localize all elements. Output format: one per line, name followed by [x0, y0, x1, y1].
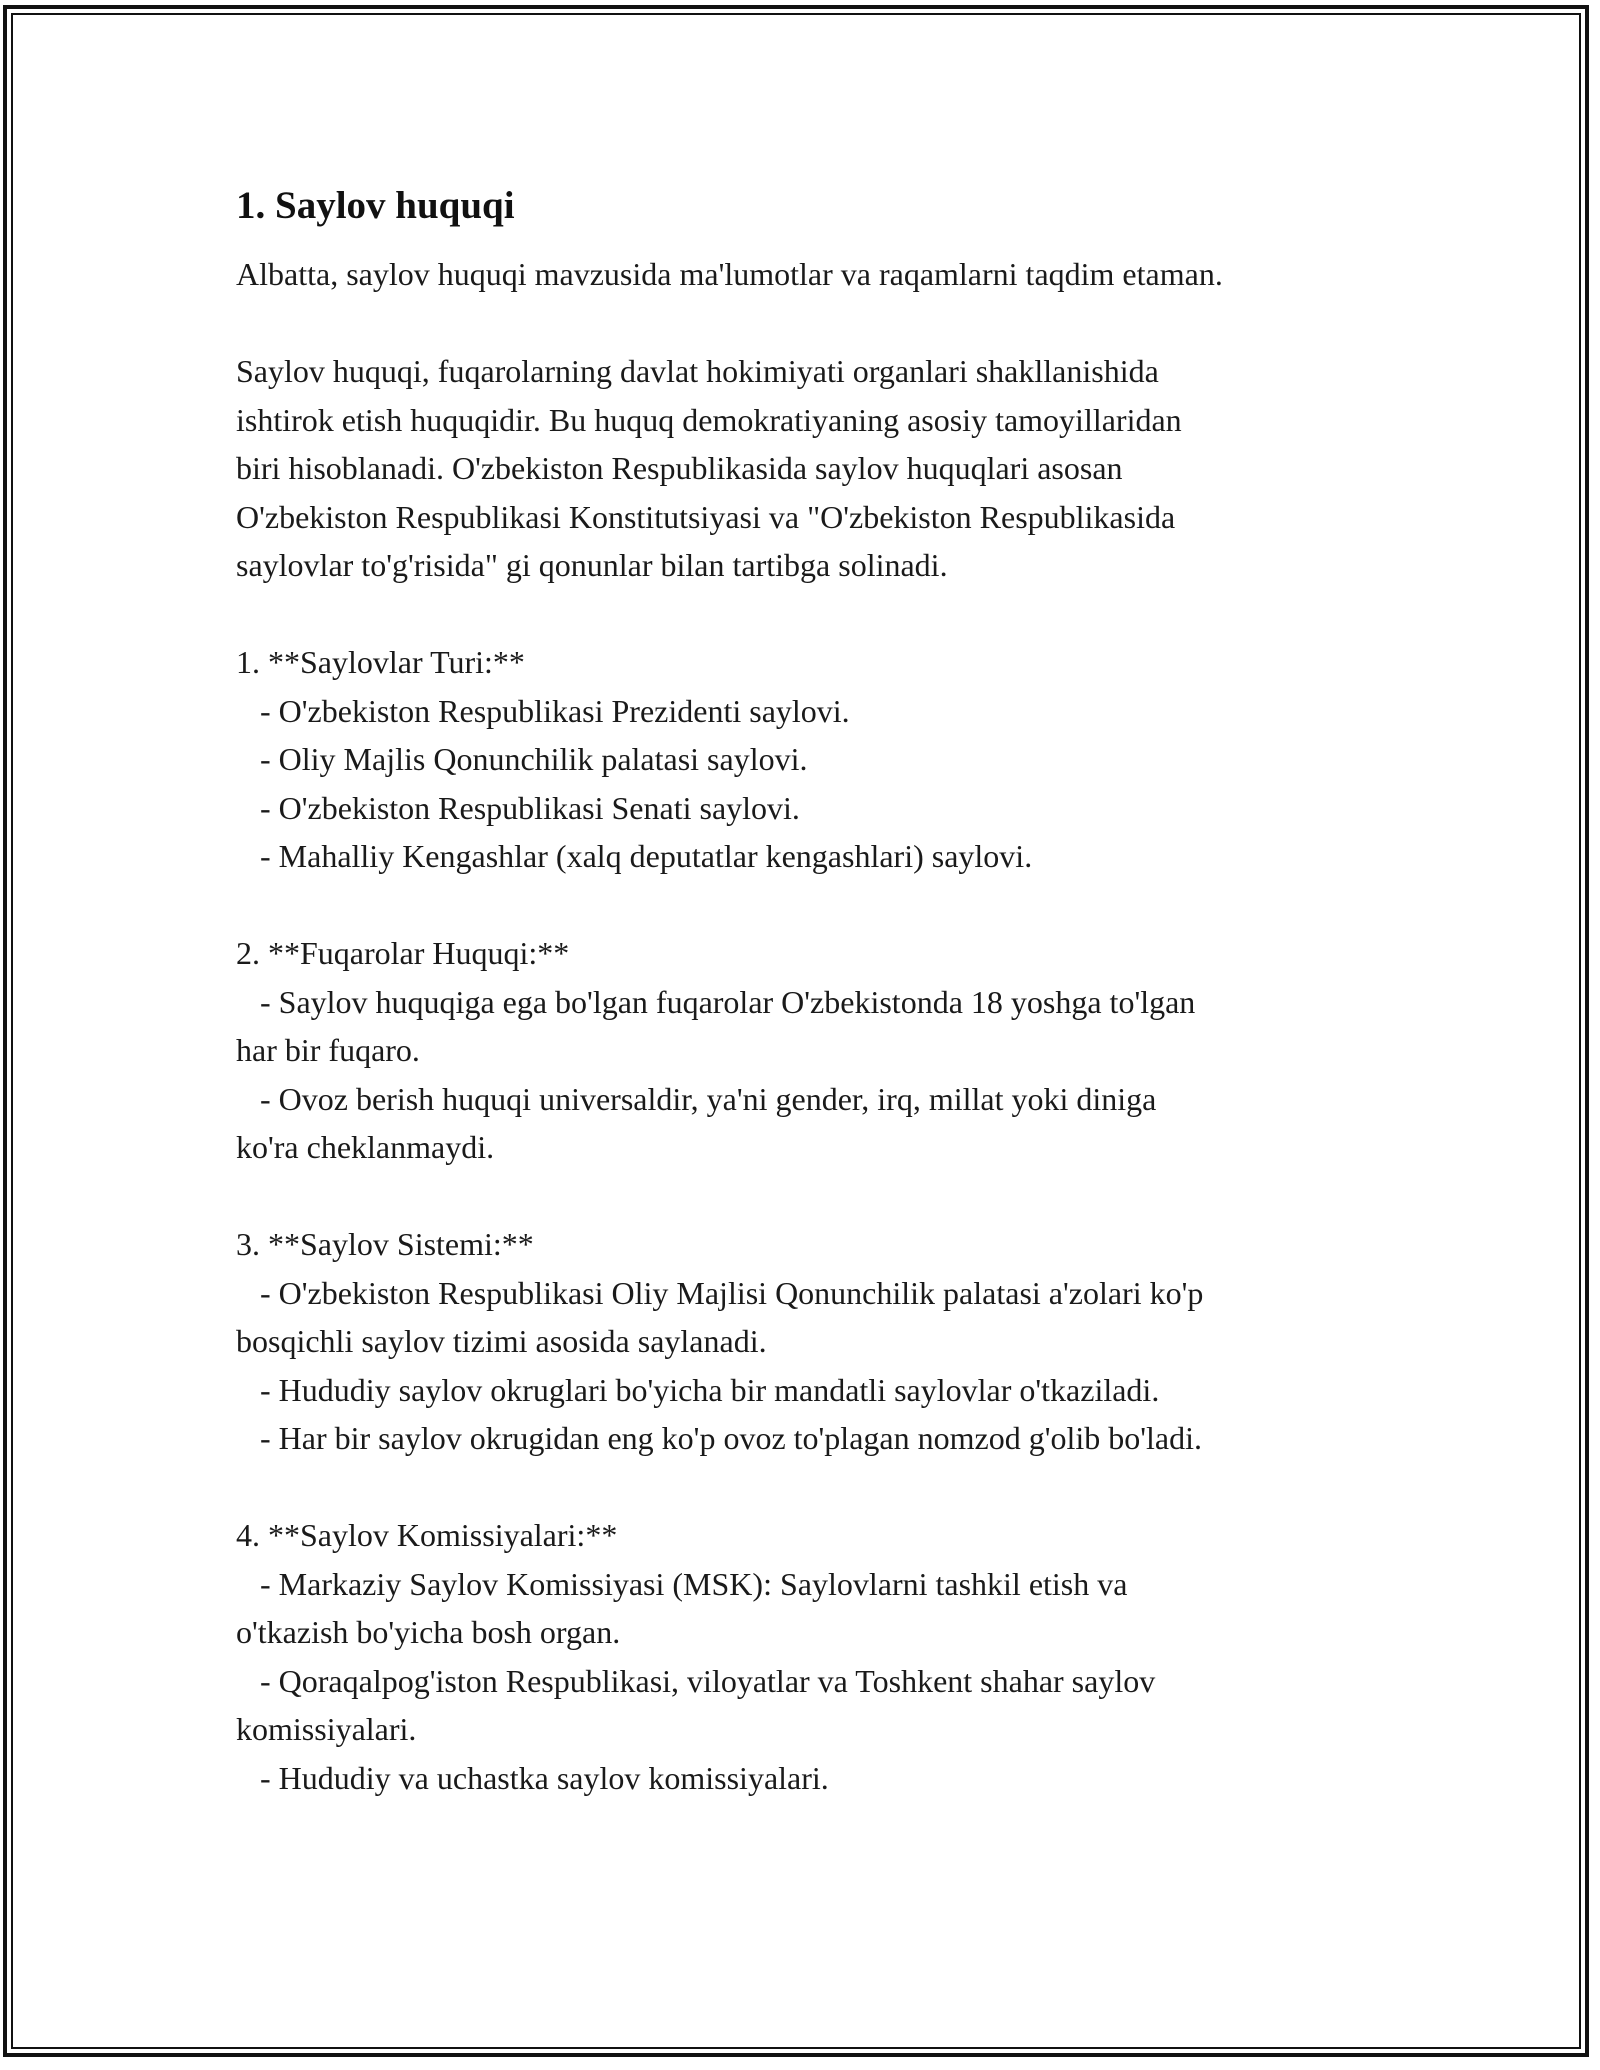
intro-paragraph: Albatta, saylov huquqi mavzusida ma'lumotlar va raqamlarni taqdim etaman. [236, 256, 1223, 292]
paragraph-line: O'zbekiston Respublikasi Konstitutsiyasi va "O'zbekiston Respublikasida [236, 498, 1176, 535]
spacer [236, 590, 1396, 639]
list-item: - Saylov huquqiga ega bo'lgan fuqarolar O'zbekistonda 18 yoshga to'lgan [236, 983, 1196, 1020]
list-item: - Markaziy Saylov Komissiyasi (MSK): Saylovlarni tashkil etish va [236, 1565, 1128, 1602]
section-citizens-rights [236, 929, 1396, 1172]
paragraph-line: saylovlar to'g'risida" gi qonunlar bilan tartibga solinadi. [236, 547, 948, 583]
document-body [236, 182, 1396, 1802]
list-item: - O'zbekiston Respublikasi Senati saylovi. [236, 789, 800, 826]
paragraph-line: ishtirok etish huquqidir. Bu huquq demokratiyaning asosiy tamoyillaridan [236, 401, 1182, 438]
section-election-commissions [236, 1511, 1396, 1802]
list-item: - Qoraqalpog'iston Respublikasi, viloyatlar va Toshkent shahar saylov [236, 1662, 1156, 1699]
section-heading: 1. Saylov huquqi [236, 184, 515, 227]
list-item: - Oliy Majlis Qonunchilik palatasi saylovi. [236, 741, 808, 777]
section-title: 3. **Saylov Sistemi:** [236, 1226, 534, 1262]
list-item: - Hududiy saylov okruglari bo'yicha bir mandatli saylovlar o'tkaziladi. [236, 1371, 1160, 1408]
list-item: o'tkazish bo'yicha bosh organ. [236, 1614, 621, 1650]
spacer [236, 1463, 1396, 1512]
section-title: 4. **Saylov Komissiyalari:** [236, 1517, 618, 1553]
list-item: - Har bir saylov okrugidan eng ko'p ovoz to'plagan nomzod g'olib bo'ladi. [236, 1420, 1202, 1456]
spacer [236, 1172, 1396, 1221]
section-elections-types [236, 638, 1396, 881]
list-item: - O'zbekiston Respublikasi Oliy Majlisi Qonunchilik palatasi a'zolari ko'p [236, 1274, 1204, 1311]
list-item: komissiyalari. [236, 1711, 417, 1747]
section-electoral-system [236, 1220, 1396, 1463]
list-item: - O'zbekiston Respublikasi Prezidenti saylovi. [236, 692, 850, 729]
spacer [236, 881, 1396, 930]
list-item: - Hududiy va uchastka saylov komissiyalari. [236, 1759, 829, 1796]
list-item: - Mahalliy Kengashlar (xalq deputatlar kengashlari) saylovi. [236, 838, 1033, 874]
list-item: - Ovoz berish huquqi universaldir, ya'ni gender, irq, millat yoki diniga [236, 1080, 1157, 1117]
section-title: 2. **Fuqarolar Huquqi:** [236, 935, 570, 971]
list-item: har bir fuqaro. [236, 1032, 420, 1068]
main-paragraph [236, 347, 1396, 590]
spacer [236, 299, 1396, 348]
paragraph-line: biri hisoblanadi. O'zbekiston Respublikasida saylov huquqlari asosan [236, 450, 1123, 486]
section-title: 1. **Saylovlar Turi:** [236, 644, 525, 680]
list-item: ko'ra cheklanmaydi. [236, 1129, 495, 1165]
paragraph-line: Saylov huquqi, fuqarolarning davlat hokimiyati organlari shakllanishida [236, 353, 1159, 389]
list-item: bosqichli saylov tizimi asosida saylanadi. [236, 1323, 767, 1359]
